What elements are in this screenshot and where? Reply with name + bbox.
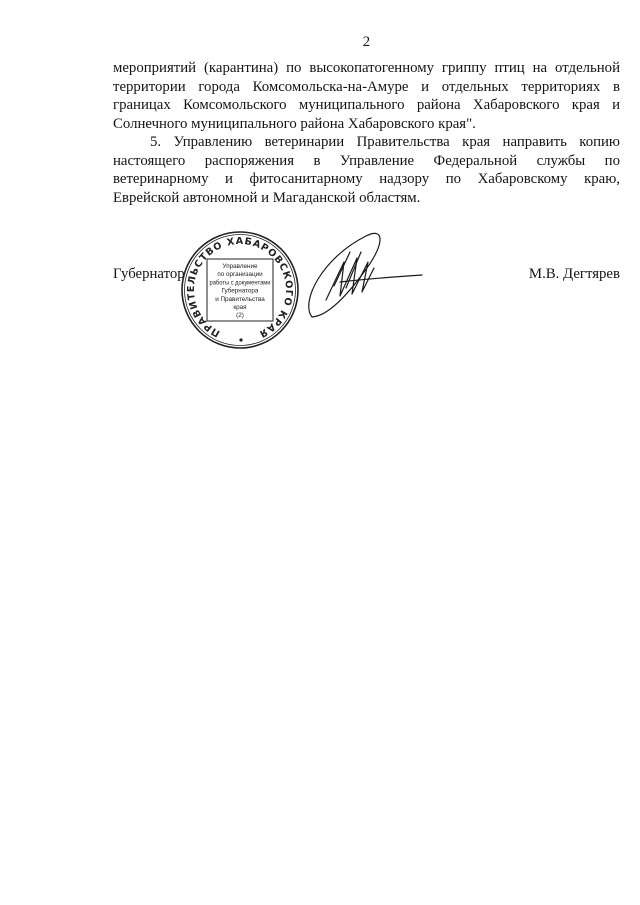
signatory-name: М.В. Дегтярев — [528, 266, 620, 282]
text-line: границах Комсомольского муниципального района Хабаровского края и — [113, 97, 620, 113]
signature-tail — [340, 275, 422, 282]
seal-star-icon — [239, 338, 242, 341]
seal-inner-line: и Правительства — [215, 295, 265, 303]
seal-inner-line: (2) — [236, 312, 244, 320]
paragraph-continuation — [113, 59, 620, 133]
seal-ring-textpath: ПРАВИТЕЛЬСТВО ХАБАРОВСКОГО КРАЯ — [185, 235, 295, 340]
text-line: настоящего распоряжения в Управление Федеральной службы по — [113, 152, 620, 169]
seal-inner-ring — [185, 235, 296, 346]
text-line: территории города Комсомольска-на-Амуре и отдельных территориях в — [113, 78, 620, 95]
seal-inner-box — [207, 259, 277, 321]
text-line: 5. Управлению ветеринарии Правительства края направить копию — [150, 134, 620, 150]
seal-outer-ring — [182, 232, 298, 348]
seal-inner-line: по организации — [217, 271, 263, 279]
seal-inner-line: Губернатора — [221, 287, 259, 295]
text-line: ветеринарному и фитосанитарному надзору по Хабаровскому краю, — [113, 171, 620, 187]
text-line: Солнечного муниципального района Хабаровского края". — [113, 115, 476, 132]
page-number: 2 — [362, 34, 371, 50]
handwritten-signature — [309, 233, 422, 317]
signatory-position: Губернатор — [113, 266, 185, 282]
seal-inner-line: работы с документами — [209, 279, 277, 287]
seal-ring-text — [186, 236, 294, 339]
signature-loop — [309, 233, 380, 317]
seal-inner-line: края — [233, 304, 247, 311]
text-line: Еврейской автономной и Магаданской областям. — [113, 189, 421, 206]
document-body — [113, 59, 620, 207]
official-seal — [182, 232, 298, 348]
signature-scribble — [326, 258, 374, 300]
seal-inner-text — [209, 263, 277, 320]
seal-inner-line: Управление — [222, 263, 258, 270]
paragraph-item-5 — [113, 133, 620, 207]
signature-scribble — [334, 252, 361, 288]
seal-ring-path — [194, 244, 286, 336]
text-line: мероприятий (карантина) по высокопатогенному гриппу птиц на отдельной — [113, 60, 620, 76]
